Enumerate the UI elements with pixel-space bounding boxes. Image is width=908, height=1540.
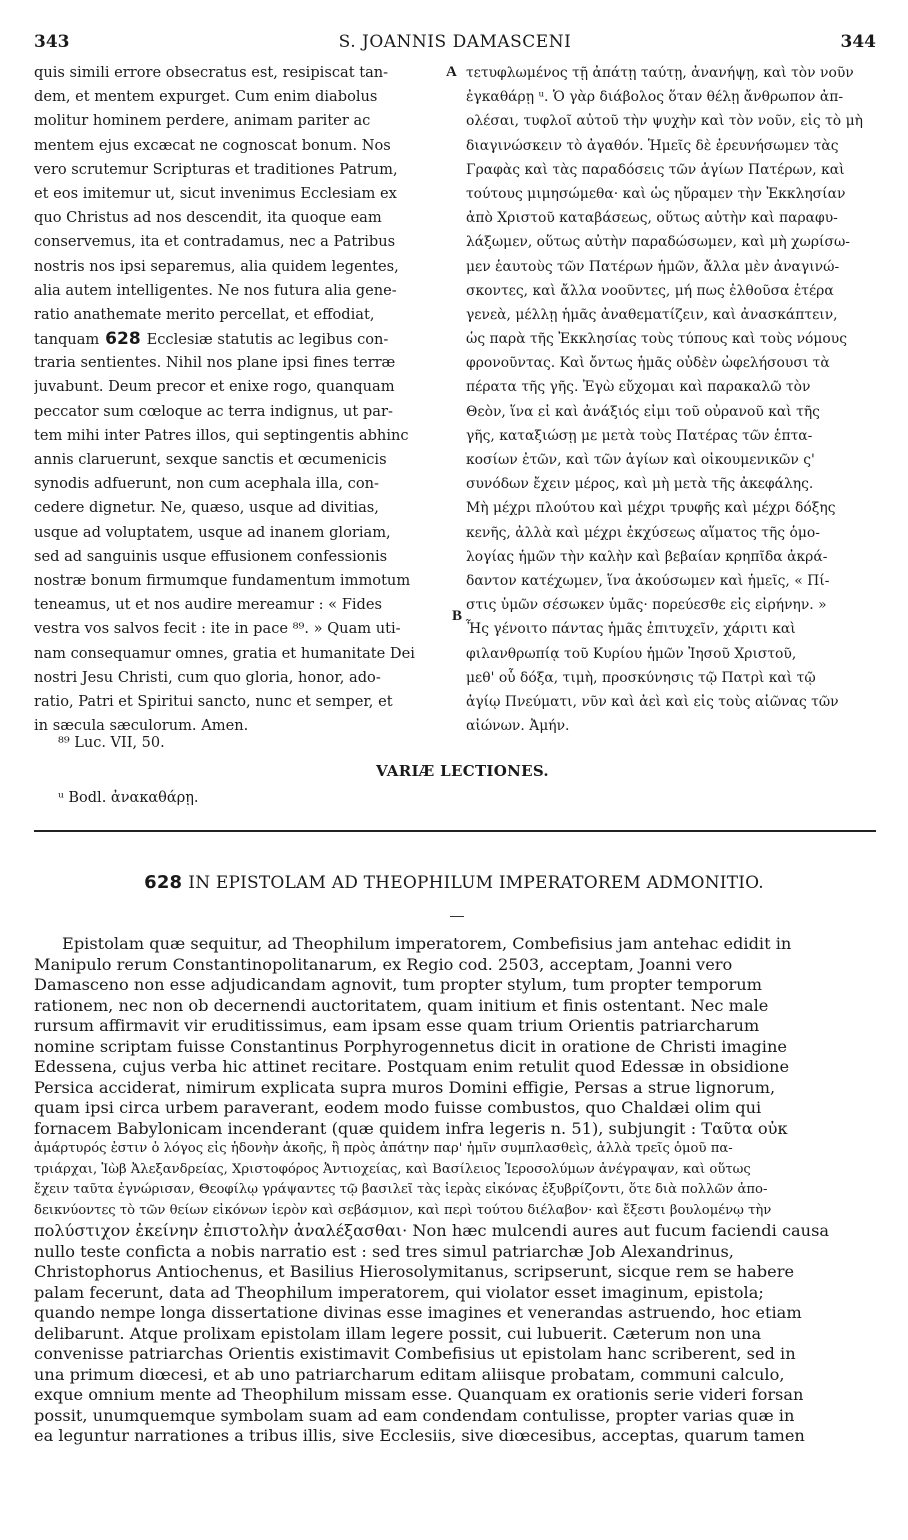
body-line: fornacem Babylonicam incenderant (quæ quidem infra legeris n. 51), subjungit : Ταῦτα οὐκ: [34, 1118, 788, 1138]
greek-line: Ἧς γένοιτο πάντας ἡμᾶς ἐπιτυχεῖν, χάριτι καὶ: [466, 621, 796, 638]
latin-line: teneamus, ut et nos audire mereamur : « Fides: [34, 596, 382, 614]
greek-line: λογίας ἡμῶν τὴν καλὴν καὶ βεβαίαν κρηπῖδα ἀκρά-: [466, 548, 828, 565]
body-line: ἔχειν ταῦτα ἐγνώρισαν, Θεοφίλῳ γράψαντες τῷ βασιλεῖ τὰς ἱερὰς εἰκόνας ἐξυβρίζοντι, ὅτε διὰ πολλῶν ἀπο-: [34, 1182, 768, 1197]
latin-column: [34, 61, 444, 738]
latin-line: nostris nos ipsi separemus, alia quidem legentes,: [34, 257, 399, 275]
section-divider: [34, 830, 876, 832]
latin-line: synodis adfuerunt, non cum acephala illa, con-: [34, 475, 379, 493]
greek-line: ὡς παρὰ τῆς Ἐκκλησίας τοὺς τύπους καὶ τοὺς νόμους: [466, 331, 848, 348]
body-line: Damasceno non esse adjudicandam agnovit, tum propter stylum, tum propter temporum: [34, 975, 762, 994]
greek-line: Γραφὰς καὶ τὰς παραδόσεις τῶν ἁγίων Πατέρων, καὶ: [466, 161, 845, 178]
greek-line: φρονοῦντας. Καὶ ὄντως ἡμᾶς οὐδὲν ὠφελήσουσι τὰ: [466, 355, 830, 372]
greek-line: συνόδων ἔχειν μέρος, καὶ μὴ μετὰ τῆς ἀκεφάλης.: [466, 476, 814, 493]
body-line: nullo teste conficta a nobis narratio est : sed tres simul patriarchæ Job Alexandrinus,: [34, 1241, 734, 1261]
latin-line: in sæcula sæculorum. Amen.: [34, 717, 249, 735]
latin-line: peccator sum cœloque ac terra indignus, ut par-: [34, 402, 393, 420]
latin-line: tem mihi inter Patres illos, qui septingentis abhinc: [34, 426, 409, 444]
greek-line: στις ὑμῶν σέσωκεν ὑμᾶς· πορεύεσθε εἰς εἰρήνην. »: [466, 597, 827, 614]
latin-line: quis simili errore obsecratus est, resipiscat tan-: [34, 64, 389, 81]
latin-line: nostræ bonum firmumque fundamentum immotum: [34, 571, 411, 589]
variae-lectiones-heading: VARIÆ LECTIONES.: [376, 762, 549, 780]
greek-column: [466, 61, 877, 738]
greek-line: μεθ' οὗ δόξα, τιμὴ, προσκύνησις τῷ Πατρὶ καὶ τῷ: [466, 669, 816, 686]
latin-line: ratio anathemate merito percellat, et effodiat,: [34, 305, 375, 323]
body-line: quando nempe longa dissertatione divinas esse imagines et venerandas astruendo, hoc etiam: [34, 1303, 802, 1322]
greek-line: δαντον κατέχωμεν, ἵνα ἀκούσωμεν καὶ ἡμεῖς, « Πί-: [466, 572, 830, 589]
latin-line: ratio, Patri et Spiritui sancto, nunc et semper, et: [34, 692, 393, 710]
body-line: πολύστιχον ἐκείνην ἐπιστολὴν ἀναλέξασθαι· Non hæc mulcendi aures aut fucum faciendi causa: [34, 1221, 830, 1240]
body-line: exque omnium mente ad Theophilum missam esse. Quanquam ex orationis serie videri forsan: [34, 1385, 804, 1404]
section-heading: [0, 872, 908, 893]
greek-line: ἀπὸ Χριστοῦ καταβάσεως, οὕτως αὐτὴν καὶ παραφυ-: [466, 210, 838, 227]
greek-line: κενῆς, ἀλλὰ καὶ μέχρι ἐκχύσεως αἵματος τῆς ὁμο-: [466, 524, 820, 541]
section-number: 628: [144, 872, 183, 893]
body-line: palam fecerunt, data ad Theophilum imperatorem, qui violator esset imaginum, epistola;: [34, 1282, 764, 1302]
greek-line: Θεὸν, ἵνα εἰ καὶ ἀνάξιός εἰμι τοῦ οὐρανοῦ καὶ τῆς: [466, 403, 820, 420]
latin-line: alia autem intelligentes. Ne nos futura alia gene-: [34, 281, 397, 299]
body-line: una primum diœcesi, et ab uno patriarcharum editam aliisque probatam, communi calculo,: [34, 1364, 785, 1384]
body-line: delibarunt. Atque prolixam epistolam illam legere possit, cui lubuerit. Cæterum non una: [34, 1323, 762, 1343]
page-number-right: 344: [840, 32, 876, 52]
body-line: nomine scriptam fuisse Constantinus Porphyrogennetus dicit in oratione de Christi imagine: [34, 1036, 787, 1056]
latin-line: dem, et mentem expurget. Cum enim diabolus: [34, 88, 378, 106]
body-line: Manipulo rerum Constantinopolitanarum, ex Regio cod. 2503, acceptam, Joanni vero: [34, 954, 733, 974]
latin-line: nostri Jesu Christi, cum quo gloria, honor, ado-: [34, 668, 381, 686]
greek-line: λάξωμεν, οὕτως αὐτὴν παραδώσωμεν, καὶ μὴ χωρίσω-: [466, 234, 850, 251]
greek-line: κοσίων ἐτῶν, καὶ τῶν ἁγίων καὶ οἰκουμενικῶν ς': [466, 452, 815, 468]
latin-line: molitur hominem perdere, animam pariter ac: [34, 112, 371, 130]
greek-line: μεν ἑαυτοὺς τῶν Πατέρων ἡμῶν, ἄλλα μὲν ἀναγινώ-: [466, 258, 840, 275]
latin-line: sed ad sanguinis usque effusionem confessionis: [34, 547, 388, 565]
greek-line: γενεὰ, μέλλῃ ἡμᾶς ἀναθεματίζειν, καὶ ἀνασκάπτειν,: [466, 306, 838, 323]
greek-line: τετυφλωμένος τῇ ἀπάτῃ ταύτῃ, ἀνανήψῃ, καὶ τὸν νοῦν: [466, 65, 854, 81]
latin-line: traria sentientes. Nihil nos plane ipsi fines terræ: [34, 354, 396, 372]
body-line: ἀμάρτυρός ἐστιν ὁ λόγος εἰς ἡδονὴν ἀκοῆς, ἢ πρὸς ἀπάτην παρ' ἡμῖν συμπλασθεὶς, ἀλλὰ τρεῖς ὁμοῦ πα-: [34, 1141, 733, 1156]
margin-mark-a: A: [446, 64, 457, 80]
latin-line: nam consequamur omnes, gratia et humanitate Dei: [34, 644, 415, 662]
latin-line: mentem ejus excæcat ne cognoscat bonum. Nos: [34, 136, 391, 154]
greek-line: ἐγκαθάρῃ ᵘ. Ὁ γὰρ διάβολος ὅταν θέλῃ ἄνθρωπον ἀπ-: [466, 89, 844, 106]
admonitio-text: [34, 934, 876, 1447]
small-divider: [450, 916, 464, 917]
margin-mark-b: B: [452, 608, 463, 624]
latin-line: conservemus, ita et contradamus, nec a Patribus: [34, 233, 396, 251]
latin-line: et eos imitemur ut, sicut invenimus Ecclesiam ex: [34, 184, 397, 202]
section-title: IN EPISTOLAM AD THEOPHILUM IMPERATOREM ADMONITIO.: [188, 873, 764, 893]
footnote-bodl: ᵘ Bodl. ἀνακαθάρῃ.: [58, 790, 199, 806]
latin-line-rest: Ecclesiæ statutis ac legibus con-: [146, 331, 389, 349]
greek-line: Μὴ μέχρι πλούτου καὶ μέχρι τρυφῆς καὶ μέχρι δόξης: [466, 500, 836, 517]
latin-line: juvabunt. Deum precor et enixe rogo, quanquam: [34, 378, 395, 396]
greek-line: ἁγίῳ Πνεύματι, νῦν καὶ ἀεὶ καὶ εἰς τοὺς αἰῶνας τῶν: [466, 693, 839, 710]
greek-line: γῆς, καταξιώσῃ με μετὰ τοὺς Πατέρας τῶν ἑπτα-: [466, 427, 813, 444]
body-line: Epistolam quæ sequitur, ad Theophilum imperatorem, Combefisius jam antehac edidit in: [62, 934, 792, 953]
footnote-luc: ⁸⁹ Luc. VII, 50.: [58, 735, 165, 751]
body-line: convenisse patriarchas Orientis existimavit Combefisius ut epistolam hanc scriberent, sed in: [34, 1344, 796, 1363]
body-line: quam ipsi circa urbem paraverant, eodem modo fuisse combustos, quo Chaldæi olim qui: [34, 1098, 762, 1117]
body-line: rationem, nec non ob decernendi auctoritatem, quam initium et finis ostentant. Nec male: [34, 995, 769, 1015]
greek-line: σκοντες, καὶ ἄλλα νοοῦντες, μή πως ἐλθοῦσα ἑτέρα: [466, 282, 834, 299]
latin-line: vestra vos salvos fecit : ite in pace ⁸⁹. » Quam uti-: [34, 620, 401, 638]
greek-line: ολέσαι, τυφλοῖ αὐτοῦ τὴν ψυχὴν καὶ τὸν νοῦν, εἰς τὸ μὴ: [466, 113, 863, 130]
body-line: Persica acciderat, nimirum explicata supra muros Domini effigie, Persas a strue lignorum,: [34, 1077, 776, 1097]
running-title: S. JOANNIS DAMASCENI: [338, 32, 572, 52]
body-line: Christophorus Antiochenus, et Basilius Hierosolymitanus, scripserunt, sicque rem se habere: [34, 1262, 795, 1281]
body-line: rursum affirmavit vir eruditissimus, eam ipsam esse quam trium Orientis patriarcharum: [34, 1016, 760, 1035]
latin-line: vero scrutemur Scripturas et traditiones Patrum,: [34, 160, 398, 178]
column-marker-628: 628: [99, 329, 147, 350]
latin-line: tanquam 628 Ecclesiæ statutis ac legibus con-: [34, 329, 389, 350]
greek-line: τούτους μιμησώμεθα· καὶ ὡς ηὕραμεν τὴν Ἐκκλησίαν: [466, 185, 846, 202]
latin-line: quo Christus ad nos descendit, ita quoque eam: [34, 209, 382, 227]
latin-line: usque ad voluptatem, usque ad inanem gloriam,: [34, 523, 391, 541]
greek-line: πέρατα τῆς γῆς. Ἐγὼ εὔχομαι καὶ παρακαλῶ τὸν: [466, 379, 811, 396]
page-header: [34, 32, 876, 58]
greek-line: αἰώνων. Ἀμήν.: [466, 718, 570, 735]
latin-line: annis claruerunt, sexque sanctis et œcumenicis: [34, 451, 387, 468]
body-line: ea leguntur narrationes a tribus illis, sive Ecclesiis, sive diœcesibus, acceptas, quarum tamen: [34, 1426, 805, 1445]
latin-line: cedere dignetur. Ne, quæso, usque ad divitias,: [34, 499, 379, 517]
body-line: τριάρχαι, Ἰὼβ Ἀλεξανδρείας, Χριστοφόρος Ἀντιοχείας, καὶ Βασίλειος Ἱεροσολύμων ἀνέγραψαν, καὶ οὕτως: [34, 1161, 751, 1177]
page-number-left: 343: [34, 32, 70, 52]
greek-line: διαγινώσκειν τὸ ἀγαθόν. Ἡμεῖς δὲ ἐρευνήσωμεν τὰς: [466, 137, 839, 154]
body-line: possit, unumquemque symbolam suam ad eam condendam contulisse, propter varias quæ in: [34, 1405, 795, 1425]
body-line: Edessena, cujus verba hic attinet recitare. Postquam enim retulit quod Edessæ in obsidione: [34, 1057, 790, 1076]
greek-line: φιλανθρωπίᾳ τοῦ Κυρίου ἡμῶν Ἰησοῦ Χριστοῦ,: [466, 645, 797, 662]
body-line: δεικνύοντες τὸ τῶν θείων εἰκόνων ἱερὸν καὶ σεβάσμιον, καὶ περὶ τούτου διέλαβον· καὶ ἔξεστι βουλομένῳ τὴν: [34, 1202, 772, 1218]
